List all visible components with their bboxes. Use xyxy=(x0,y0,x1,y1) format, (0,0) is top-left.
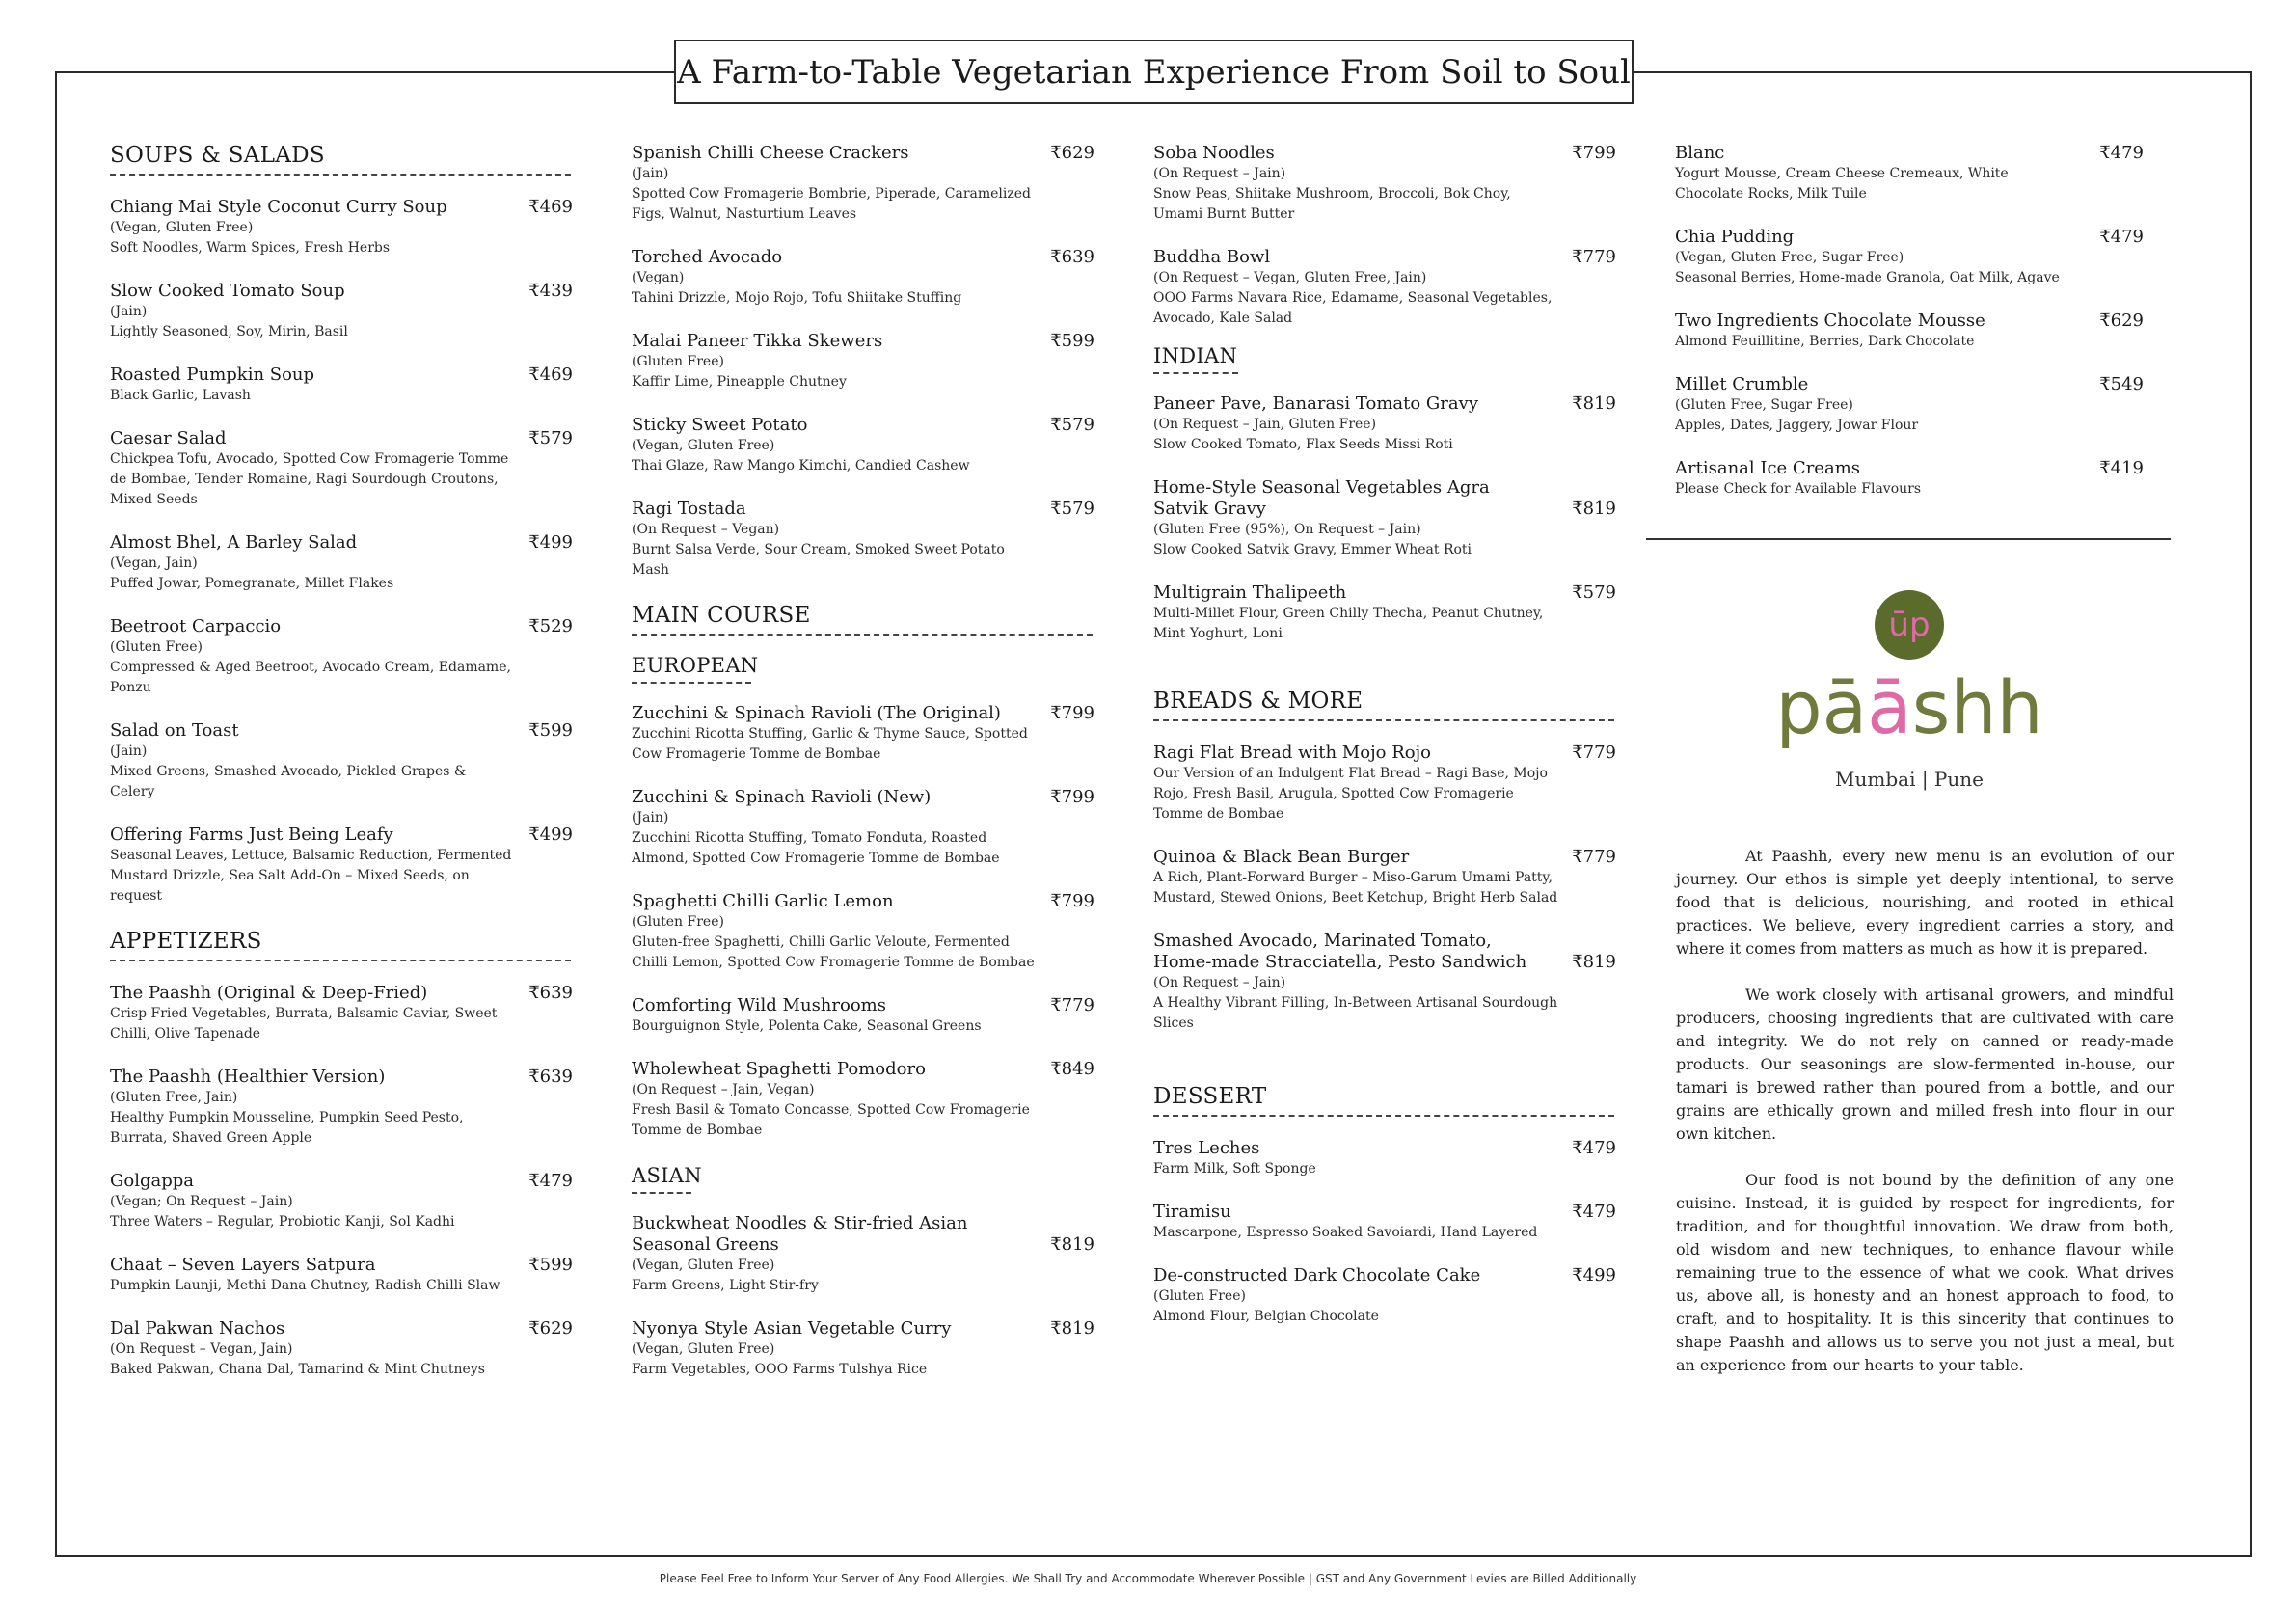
menu-item-description: Farm Milk, Soft Sponge xyxy=(1153,1161,1316,1177)
menu-item-description: Bourguignon Style, Polenta Cake, Seasonal Greens xyxy=(632,1018,982,1034)
menu-item-description: Farm Vegetables, OOO Farms Tulshya Rice xyxy=(632,1362,928,1377)
menu-item xyxy=(1675,143,2144,204)
menu-item-price: ₹529 xyxy=(528,616,573,636)
menu-item-description: Soft Noodles, Warm Spices, Fresh Herbs xyxy=(110,240,391,256)
menu-item-description: Spotted Cow Fromagerie Bombrie, Piperade, Caramelized Figs, Walnut, Nasturtium Leaves xyxy=(632,186,1031,222)
menu-item-price: ₹849 xyxy=(1050,1059,1094,1079)
menu-item-name: Buckwheat Noodles & Stir-fried Asian Seasonal Greens xyxy=(632,1213,968,1255)
menu-item-note: (Vegan) xyxy=(632,270,685,285)
menu-item-name: Blanc xyxy=(1675,143,1725,163)
menu-item-description: Kaffir Lime, Pineapple Chutney xyxy=(632,374,847,390)
menu-item-description: Thai Glaze, Raw Mango Kimchi, Candied Cashew xyxy=(632,458,970,473)
menu-item-description: Three Waters – Regular, Probiotic Kanji, Sol Kadhi xyxy=(110,1214,455,1230)
menu-item-name: Smashed Avocado, Marinated Tomato, Home-made Stracciatella, Pesto Sandwich xyxy=(1153,931,1527,972)
menu-item-name: Buddha Bowl xyxy=(1153,247,1271,267)
story-paragraph: Our food is not bound by the definition of any one cuisine. Instead, it is guided by respect for ingredients, for tradition, and for thoughtful innovation. We draw from both, old wisdom and new techniques, to enhance flavour while remaining true to the essence of what we cook. What drives us, above all, is honesty and an honest approach to food, to craft, and to hospitality. It is this sincerity that continues to shape Paashh and allows us to serve you not just a meal, but an experience from our hearts to your table. xyxy=(1676,1171,2174,1374)
menu-item-note: (On Request – Jain) xyxy=(1153,975,1286,990)
menu-item-name: Paneer Pave, Banarasi Tomato Gravy xyxy=(1153,393,1478,414)
story-paragraph: At Paashh, every new menu is an evolution of our journey. Our ethos is simple yet deeply intentional, to serve food that is delicious, nourishing, and rooted in ethical practices. We believe, every ingredient carries a story, and where it comes from matters as much as how it is prepared. xyxy=(1676,847,2174,958)
menu-item xyxy=(1153,393,1616,455)
menu-item-price: ₹469 xyxy=(528,197,573,217)
menu-item-note: (Vegan; On Request – Jain) xyxy=(110,1194,293,1209)
menu-item-price: ₹469 xyxy=(528,365,573,385)
menu-item xyxy=(110,365,573,406)
menu-item-name: Salad on Toast xyxy=(110,720,239,741)
menu-item xyxy=(632,1318,1094,1380)
menu-item-price: ₹799 xyxy=(1572,143,1616,163)
menu-item-note: (Vegan, Jain) xyxy=(110,555,198,571)
menu-item xyxy=(632,891,1094,973)
menu-item-note: (Gluten Free (95%), On Request – Jain) xyxy=(1153,522,1421,537)
menu-item-name: De-constructed Dark Chocolate Cake xyxy=(1153,1265,1481,1285)
menu-item-name: Malai Paneer Tikka Skewers xyxy=(632,331,883,351)
menu-item-description: Black Garlic, Lavash xyxy=(110,388,251,403)
menu-item xyxy=(110,532,573,594)
menu-item xyxy=(632,499,1094,581)
menu-item-price: ₹779 xyxy=(1572,847,1616,867)
menu-item xyxy=(632,143,1094,225)
menu-item xyxy=(1675,458,2144,500)
menu-item-name: Caesar Salad xyxy=(110,428,227,448)
menu-item-name: Dal Pakwan Nachos xyxy=(110,1318,285,1339)
section-rule xyxy=(1153,1115,1614,1117)
menu-item-price: ₹579 xyxy=(1050,415,1094,435)
menu-item-description: Compressed & Aged Beetroot, Avocado Cream, Edamame, Ponzu xyxy=(110,660,511,695)
menu-item-description: OOO Farms Navara Rice, Edamame, Seasonal Vegetables, Avocado, Kale Salad xyxy=(1153,290,1553,326)
menu-item-name: Home-Style Seasonal Vegetables Agra Satvik Gravy xyxy=(1153,477,1490,519)
menu-item-price: ₹779 xyxy=(1050,995,1094,1015)
menu-item-description: Seasonal Leaves, Lettuce, Balsamic Reduction, Fermented Mustard Drizzle, Sea Salt Add-On – Mixed Seeds, on request xyxy=(110,848,512,904)
menu-item-price: ₹549 xyxy=(2099,374,2144,394)
menu-item xyxy=(1675,311,2144,352)
menu-item-description: Baked Pakwan, Chana Dal, Tamarind & Mint Chutneys xyxy=(110,1362,485,1377)
menu-item-price: ₹579 xyxy=(528,428,573,448)
menu-item-price: ₹579 xyxy=(1050,499,1094,519)
menu-item-price: ₹439 xyxy=(528,281,573,301)
menu-headline: A Farm-to-Table Vegetarian Experience From Soil to Soul xyxy=(674,40,1634,104)
menu-item-price: ₹599 xyxy=(528,1255,573,1275)
menu-item xyxy=(632,1213,1094,1296)
menu-item-note: (Jain) xyxy=(632,166,669,181)
menu-item-note: (On Request – Jain) xyxy=(1153,166,1286,181)
menu-section xyxy=(110,929,573,1380)
menu-item xyxy=(632,415,1094,476)
menu-item xyxy=(110,616,573,698)
menu-item-price: ₹639 xyxy=(528,983,573,1003)
menu-item-price: ₹579 xyxy=(1572,582,1616,603)
menu-item-name: Quinoa & Black Bean Burger xyxy=(1153,847,1410,867)
menu-item-note: (On Request – Jain, Vegan) xyxy=(632,1082,815,1097)
menu-item-price: ₹479 xyxy=(528,1171,573,1191)
menu-item-name: Sticky Sweet Potato xyxy=(632,415,808,435)
menu-item-price: ₹629 xyxy=(2099,311,2144,331)
menu-item-note: (Jain) xyxy=(110,304,148,319)
menu-item xyxy=(110,197,573,258)
menu-item-name: Beetroot Carpaccio xyxy=(110,616,282,636)
menu-item xyxy=(110,281,573,342)
menu-item-note: (Jain) xyxy=(110,744,148,759)
menu-item-note: (Gluten Free, Sugar Free) xyxy=(1675,397,1853,413)
menu-item-description: Gluten-free Spaghetti, Chilli Garlic Veloute, Fermented Chilli Lemon, Spotted Cow Fromagerie Tomme de Bombae xyxy=(632,934,1035,970)
menu-item-price: ₹499 xyxy=(528,532,573,553)
section-rule xyxy=(1153,719,1614,721)
menu-item xyxy=(110,1255,573,1296)
menu-item-name: The Paashh (Healthier Version) xyxy=(110,1067,386,1087)
menu-item-name: Tres Leches xyxy=(1153,1138,1260,1158)
menu-item-name: Slow Cooked Tomato Soup xyxy=(110,281,345,301)
menu-column-1 xyxy=(110,143,573,1402)
menu-item xyxy=(1153,743,1616,825)
menu-item xyxy=(632,787,1094,869)
menu-item-description: Our Version of an Indulgent Flat Bread – Ragi Base, Mojo Rojo, Fresh Basil, Arugula, Spotted Cow Fromagerie Tomme de Bombae xyxy=(1153,766,1548,822)
menu-item-name: Chia Pudding xyxy=(1675,227,1795,247)
menu-item-description: Mascarpone, Espresso Soaked Savoiardi, Hand Layered xyxy=(1153,1225,1538,1240)
menu-item-name: Roasted Pumpkin Soup xyxy=(110,365,315,385)
menu-item-name: Spanish Chilli Cheese Crackers xyxy=(632,143,909,163)
menu-item xyxy=(1153,847,1616,908)
menu-column-2 xyxy=(632,143,1094,1402)
subsection-rule xyxy=(632,682,751,684)
menu-item-price: ₹629 xyxy=(1050,143,1094,163)
menu-item xyxy=(110,720,573,802)
menu-item-description: Multi-Millet Flour, Green Chilly Thecha, Peanut Chutney, Mint Yoghurt, Loni xyxy=(1153,606,1544,641)
menu-item-description: Pumpkin Launji, Methi Dana Chutney, Radish Chilli Slaw xyxy=(110,1278,500,1293)
menu-item-price: ₹799 xyxy=(1050,787,1094,807)
logo-icon: ūp xyxy=(1875,590,1944,660)
menu-item-name: Two Ingredients Chocolate Mousse xyxy=(1675,311,1985,331)
menu-item-note: (Vegan, Gluten Free) xyxy=(632,1341,775,1357)
menu-item-note: (Gluten Free) xyxy=(1153,1288,1246,1304)
subsection-title-asian: ASIAN xyxy=(632,1164,702,1187)
menu-item-description: Crisp Fried Vegetables, Burrata, Balsamic Caviar, Sweet Chilli, Olive Tapenade xyxy=(110,1006,498,1041)
subsection-rule xyxy=(632,1192,691,1194)
menu-item-name: Millet Crumble xyxy=(1675,374,1809,394)
menu-item-name: Torched Avocado xyxy=(632,247,783,267)
menu-item xyxy=(1153,477,1616,560)
subsection-title-european: EUROPEAN xyxy=(632,654,759,677)
menu-item-price: ₹479 xyxy=(2099,227,2144,247)
menu-item-price: ₹819 xyxy=(1050,1318,1094,1339)
menu-item xyxy=(110,1067,573,1149)
menu-item-name: Ragi Tostada xyxy=(632,499,746,519)
menu-item-description: Almond Flour, Belgian Chocolate xyxy=(1153,1309,1379,1324)
section-title: SOUPS & SALADS xyxy=(110,143,325,168)
menu-item-price: ₹599 xyxy=(1050,331,1094,351)
menu-item-price: ₹779 xyxy=(1572,247,1616,267)
brand-cities: Mumbai | Pune xyxy=(1835,768,1984,791)
menu-item-name: Golgappa xyxy=(110,1171,195,1191)
menu-item-name: Multigrain Thalipeeth xyxy=(1153,582,1347,603)
menu-column-3 xyxy=(1153,143,1616,1349)
menu-column-4 xyxy=(1675,143,2174,1400)
menu-item-note: (Vegan, Gluten Free, Sugar Free) xyxy=(1675,250,1904,265)
brand-wordmark: pāāshh xyxy=(1775,664,2043,750)
brand-block xyxy=(1675,590,2144,791)
menu-item-name: The Paashh (Original & Deep-Fried) xyxy=(110,983,428,1003)
menu-item-name: Nyonya Style Asian Vegetable Curry xyxy=(632,1318,952,1339)
menu-item xyxy=(110,825,573,906)
menu-item-name: Chiang Mai Style Coconut Curry Soup xyxy=(110,197,447,217)
menu-item xyxy=(632,1059,1094,1141)
menu-item-name: Zucchini & Spinach Ravioli (The Original) xyxy=(632,703,1001,723)
menu-section xyxy=(110,143,573,906)
section-title: APPETIZERS xyxy=(110,929,262,954)
menu-item-name: Artisanal Ice Creams xyxy=(1675,458,1860,478)
menu-item xyxy=(1153,582,1616,644)
menu-item-description: Tahini Drizzle, Mojo Rojo, Tofu Shiitake Stuffing xyxy=(632,290,962,306)
subsection-title-indian: INDIAN xyxy=(1153,344,1238,367)
menu-item-description: Apples, Dates, Jaggery, Jowar Flour xyxy=(1675,418,1919,433)
footer-note: Please Feel Free to Inform Your Server of Any Food Allergies. We Shall Try and Accommodate Wherever Possible | GST and Any Government Levies are Billed Additionally xyxy=(659,1572,1637,1585)
menu-item-description: Puffed Jowar, Pomegranate, Millet Flakes xyxy=(110,576,394,591)
menu-item xyxy=(632,247,1094,309)
menu-item-description: Chickpea Tofu, Avocado, Spotted Cow Fromagerie Tomme de Bombae, Tender Romaine, Ragi Sourdough Croutons, Mixed Seeds xyxy=(110,451,509,507)
menu-item xyxy=(1153,247,1616,329)
menu-item xyxy=(1153,1138,1616,1179)
menu-item-note: (Gluten Free) xyxy=(110,639,203,655)
menu-item-price: ₹479 xyxy=(1572,1138,1616,1158)
menu-item-note: (Vegan, Gluten Free) xyxy=(632,1258,775,1273)
menu-item-description: Please Check for Available Flavours xyxy=(1675,481,1922,497)
menu-item xyxy=(1153,931,1616,1034)
menu-item-name: Comforting Wild Mushrooms xyxy=(632,995,886,1015)
menu-item-price: ₹799 xyxy=(1050,891,1094,911)
section-title-breads: BREADS & MORE xyxy=(1153,689,1364,714)
menu-item-description: Burnt Salsa Verde, Sour Cream, Smoked Sweet Potato Mash xyxy=(632,542,1005,578)
menu-item xyxy=(632,331,1094,392)
menu-item-note: (On Request – Vegan) xyxy=(632,522,780,537)
menu-item-description: Lightly Seasoned, Soy, Mirin, Basil xyxy=(110,324,348,339)
menu-item-price: ₹479 xyxy=(2099,143,2144,163)
menu-item-note: (Vegan, Gluten Free) xyxy=(110,220,254,235)
menu-item-name: Spaghetti Chilli Garlic Lemon xyxy=(632,891,894,911)
subsection-rule xyxy=(1153,372,1238,374)
section-title-main-course: MAIN COURSE xyxy=(632,603,811,628)
menu-item-price: ₹819 xyxy=(1572,499,1616,519)
menu-item-name: Zucchini & Spinach Ravioli (New) xyxy=(632,787,932,807)
menu-item xyxy=(110,1318,573,1380)
menu-item-note: (On Request – Vegan, Gluten Free, Jain) xyxy=(1153,270,1427,285)
brand-divider xyxy=(1646,538,2171,540)
menu-item-description: Mixed Greens, Smashed Avocado, Pickled Grapes & Celery xyxy=(110,764,467,799)
menu-item-description: Farm Greens, Light Stir-fry xyxy=(632,1278,819,1293)
menu-item xyxy=(1153,1265,1616,1327)
menu-item-price: ₹799 xyxy=(1050,703,1094,723)
menu-item xyxy=(1153,143,1616,225)
menu-item-price: ₹499 xyxy=(1572,1265,1616,1285)
menu-item xyxy=(110,983,573,1044)
menu-item xyxy=(1153,1202,1616,1243)
menu-item-price: ₹599 xyxy=(528,720,573,741)
menu-item-description: Healthy Pumpkin Mousseline, Pumpkin Seed Pesto, Burrata, Shaved Green Apple xyxy=(110,1110,464,1146)
section-rule xyxy=(110,960,571,961)
menu-item xyxy=(1675,227,2144,288)
menu-item-name: Wholewheat Spaghetti Pomodoro xyxy=(632,1059,926,1079)
menu-item-price: ₹419 xyxy=(2099,458,2144,478)
menu-item-description: Slow Cooked Tomato, Flax Seeds Missi Roti xyxy=(1153,437,1453,452)
brand-story xyxy=(1676,845,2174,1377)
menu-item-description: Fresh Basil & Tomato Concasse, Spotted Cow Fromagerie Tomme de Bombae xyxy=(632,1102,1030,1138)
menu-item-price: ₹629 xyxy=(528,1318,573,1339)
menu-item-description: Zucchini Ricotta Stuffing, Garlic & Thyme Sauce, Spotted Cow Fromagerie Tomme de Bombae xyxy=(632,726,1028,762)
menu-item-price: ₹639 xyxy=(1050,247,1094,267)
menu-item-name: Ragi Flat Bread with Mojo Rojo xyxy=(1153,743,1432,763)
menu-item-description: Seasonal Berries, Home-made Granola, Oat Milk, Agave xyxy=(1675,270,2060,285)
menu-item-name: Offering Farms Just Being Leafy xyxy=(110,825,393,845)
menu-item-description: Zucchini Ricotta Stuffing, Tomato Fonduta, Roasted Almond, Spotted Cow Fromagerie Tomme de Bombae xyxy=(632,830,1000,866)
menu-item-name: Almost Bhel, A Barley Salad xyxy=(110,532,358,553)
menu-item-note: (Gluten Free) xyxy=(632,914,724,930)
menu-item-description: A Rich, Plant-Forward Burger – Miso-Garum Umami Patty, Mustard, Stewed Onions, Beet Ketchup, Bright Herb Salad xyxy=(1153,870,1558,906)
menu-item-price: ₹819 xyxy=(1572,952,1616,972)
section-rule xyxy=(110,174,571,176)
menu-item-note: (On Request – Vegan, Jain) xyxy=(110,1341,293,1357)
menu-item-description: Yogurt Mousse, Cream Cheese Cremeaux, White Chocolate Rocks, Milk Tuile xyxy=(1675,166,2009,202)
menu-item-price: ₹779 xyxy=(1572,743,1616,763)
menu-item-note: (Jain) xyxy=(632,810,669,825)
menu-item xyxy=(110,1171,573,1232)
menu-item-description: Snow Peas, Shiitake Mushroom, Broccoli, Bok Choy, Umami Burnt Butter xyxy=(1153,186,1511,222)
menu-item-name: Soba Noodles xyxy=(1153,143,1275,163)
menu-item-note: (On Request – Jain, Gluten Free) xyxy=(1153,417,1377,432)
menu-item-note: (Gluten Free, Jain) xyxy=(110,1090,238,1105)
menu-item-description: Almond Feuillitine, Berries, Dark Chocolate xyxy=(1675,334,1975,349)
menu-item-price: ₹479 xyxy=(1572,1202,1616,1222)
section-title-dessert: DESSERT xyxy=(1153,1084,1267,1109)
menu-item-note: (Gluten Free) xyxy=(632,354,724,369)
menu-item-note: (Vegan, Gluten Free) xyxy=(632,438,775,453)
menu-item-description: A Healthy Vibrant Filling, In-Between Artisanal Sourdough Slices xyxy=(1153,995,1558,1031)
menu-item-price: ₹499 xyxy=(528,825,573,845)
menu-item-price: ₹819 xyxy=(1050,1234,1094,1255)
menu-item xyxy=(632,703,1094,765)
menu-item xyxy=(632,995,1094,1037)
menu-item xyxy=(1675,374,2144,436)
menu-item-description: Slow Cooked Satvik Gravy, Emmer Wheat Roti xyxy=(1153,542,1472,557)
menu-item-name: Chaat – Seven Layers Satpura xyxy=(110,1255,376,1275)
menu-item xyxy=(110,428,573,510)
menu-item-price: ₹639 xyxy=(528,1067,573,1087)
section-rule xyxy=(632,634,1093,636)
menu-item-name: Tiramisu xyxy=(1153,1202,1231,1222)
menu-item-price: ₹819 xyxy=(1572,393,1616,414)
story-paragraph: We work closely with artisanal growers, and mindful producers, choosing ingredients that are cultivated with care and integrity. We do not rely on canned or ready-made products. Our seasonings are slow-fermented in-house, our tamari is brewed rather than poured from a bottle, and our grains are ethically grown and milled fresh into flour in our own kitchen. xyxy=(1676,986,2174,1143)
